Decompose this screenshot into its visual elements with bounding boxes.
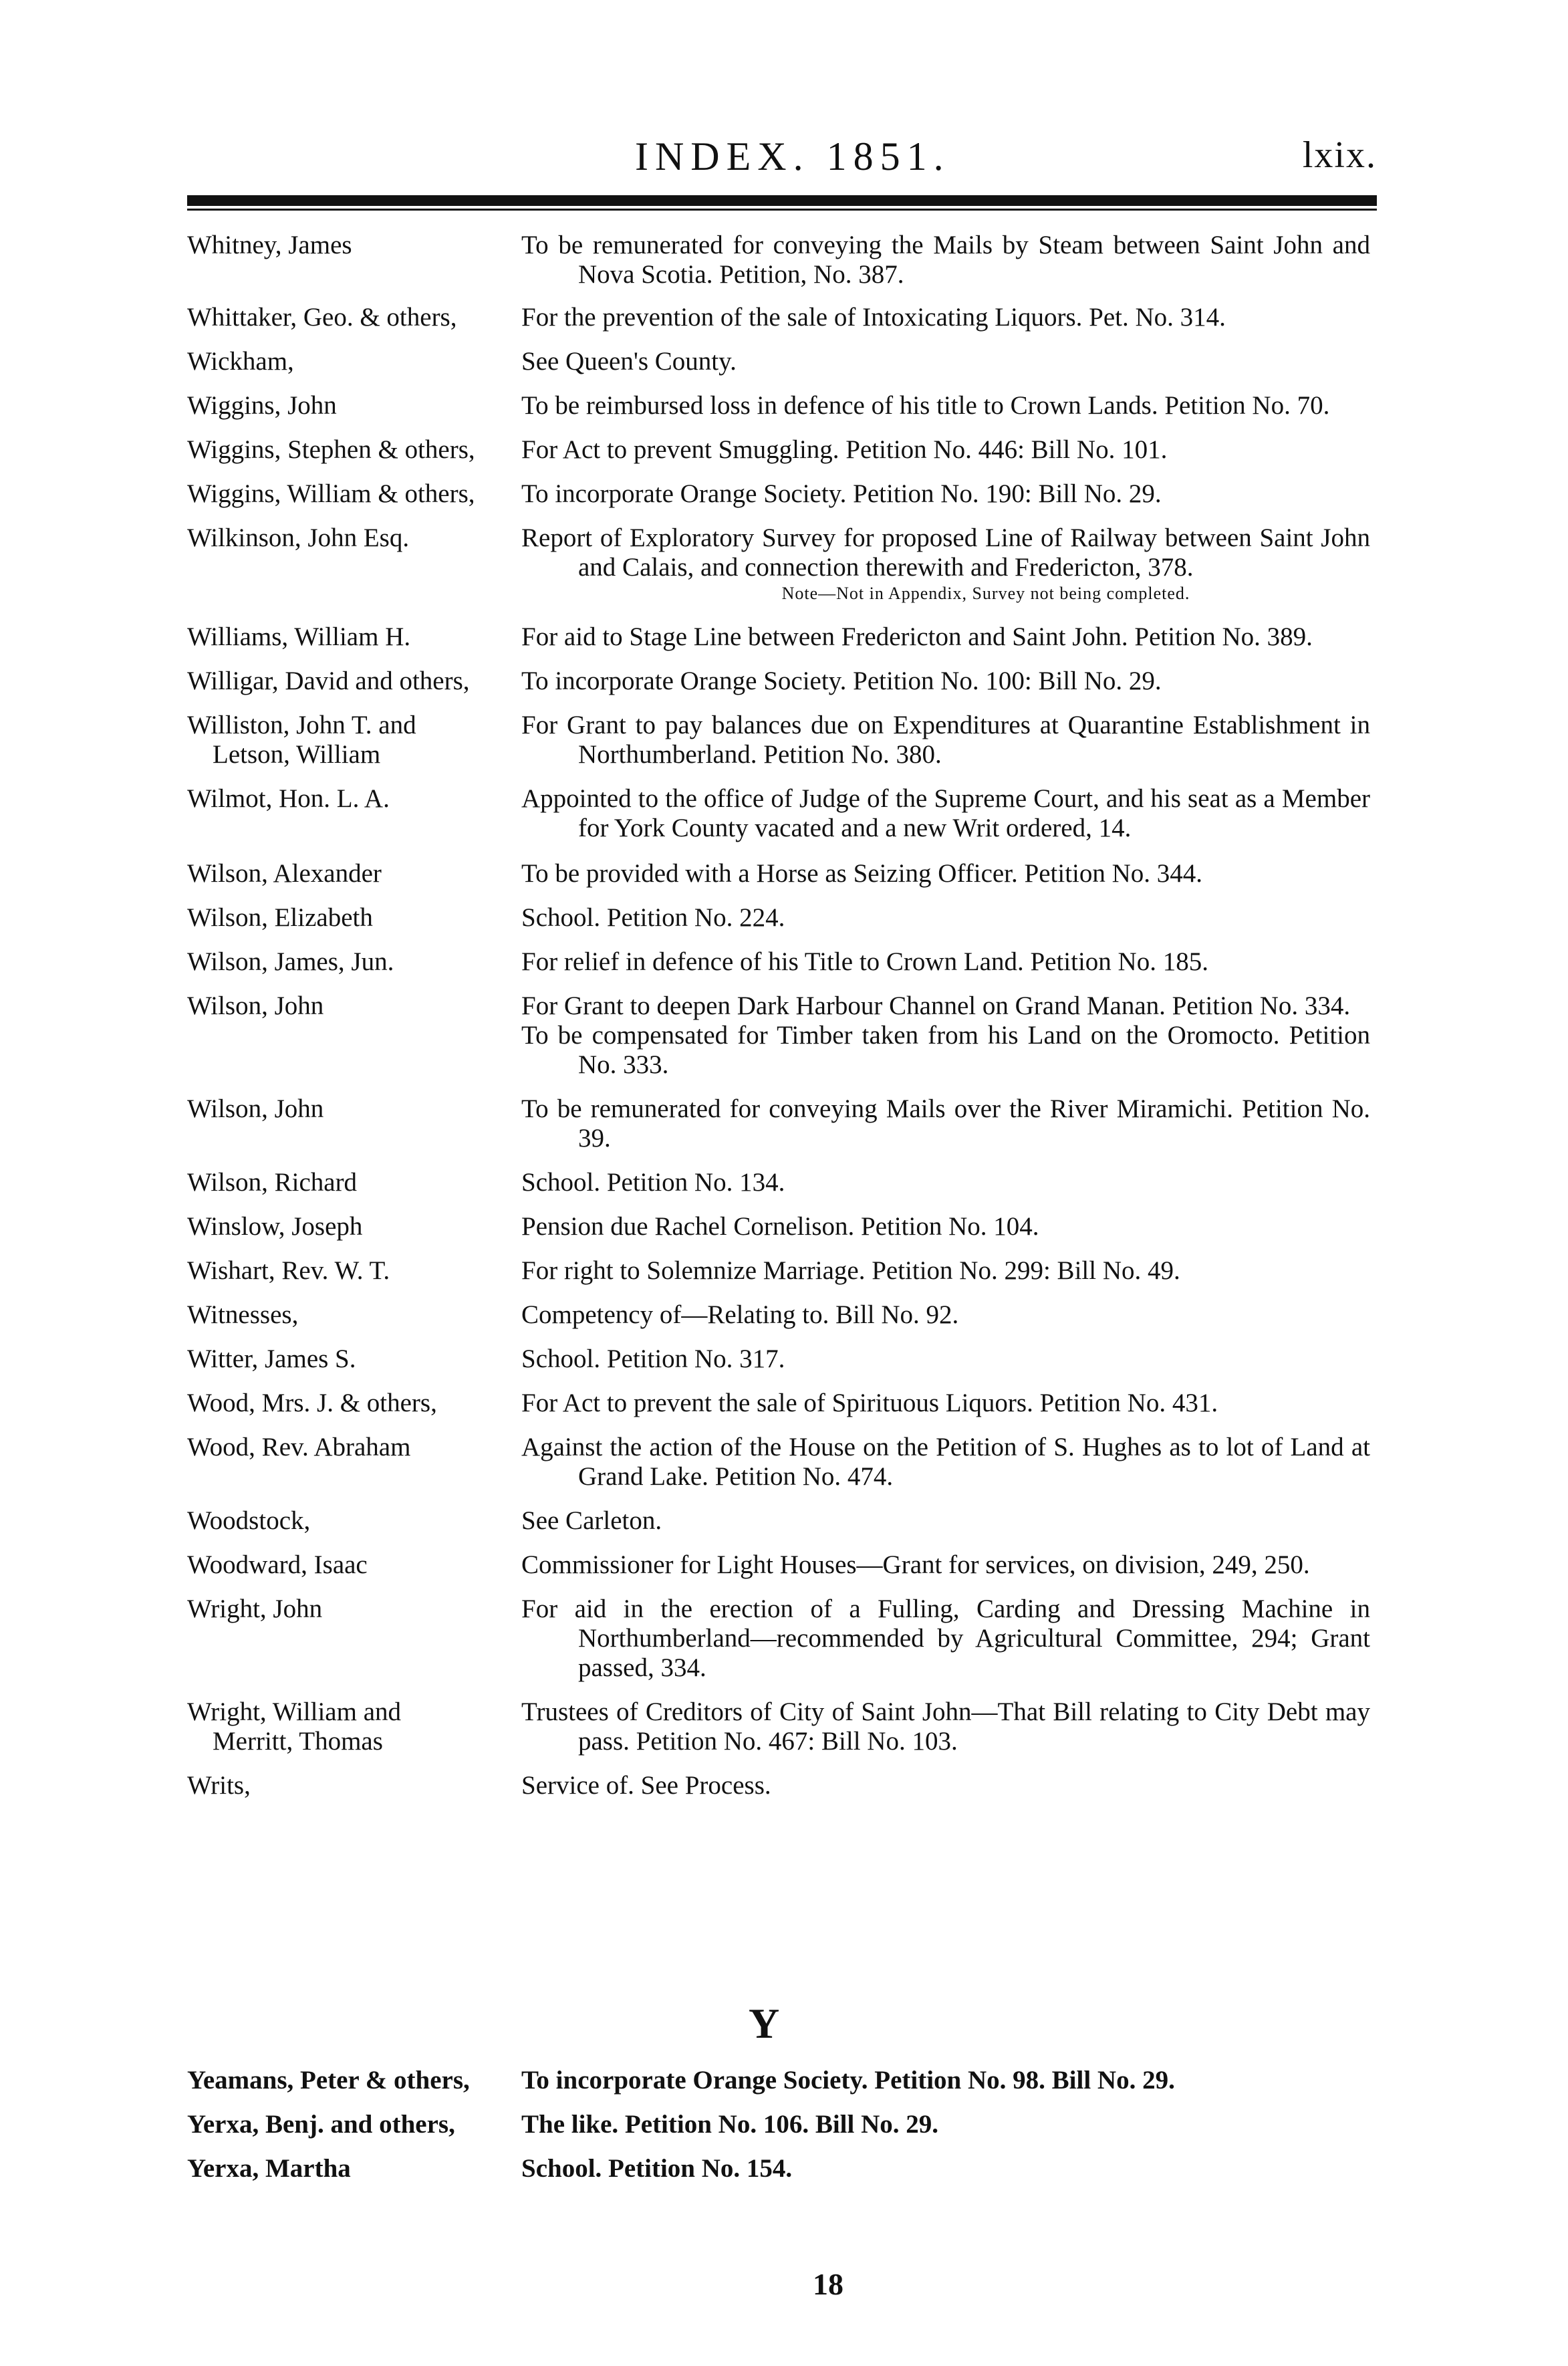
- entry-name-text: Wilson, Elizabeth: [187, 903, 373, 932]
- entry-descriptions: [521, 1433, 1370, 1492]
- entry-description: Appointed to the office of Judge of the Supreme Court, and his seat as a Member for York County vacated and a new Writ ordered, 14.: [521, 784, 1370, 842]
- entry-name-text: Witter, James S.: [187, 1344, 356, 1373]
- entry-name: [187, 2154, 521, 2183]
- entry-description: To incorporate Orange Society. Petition No. 98. Bill No. 29.: [521, 2066, 1175, 2095]
- entry-descriptions: [521, 622, 1370, 652]
- entry-name: [187, 2066, 521, 2095]
- entry-descriptions: [521, 711, 1370, 770]
- entry-name-text: Yerxa, Benj. and others,: [187, 2110, 455, 2139]
- entry-description: School. Petition No. 317.: [521, 1344, 785, 1373]
- entry-descriptions: [521, 231, 1370, 289]
- entry-description: For right to Solemnize Marriage. Petition No. 299: Bill No. 49.: [521, 1256, 1180, 1285]
- index-entry: [187, 1300, 1384, 1330]
- entry-description: Report of Exploratory Survey for proposed Line of Railway between Saint John and Calais, and connection therewith and Fredericton, 378.: [521, 523, 1370, 582]
- index-entry: [187, 1697, 1384, 1756]
- index-entry: [187, 1344, 1384, 1374]
- entry-description: Competency of—Relating to. Bill No. 92.: [521, 1300, 959, 1329]
- entry-name-text: Yerxa, Martha: [187, 2154, 351, 2183]
- section-letter: Y: [749, 2000, 780, 2047]
- index-entry: [187, 1594, 1384, 1683]
- entry-name-text: Willigar, David and others,: [187, 667, 470, 695]
- entry-descriptions: [521, 1212, 1370, 1241]
- index-entry: [187, 667, 1384, 696]
- y-index-entries: [187, 2066, 1384, 2198]
- entry-description: To be provided with a Horse as Seizing Officer. Petition No. 344.: [521, 859, 1203, 888]
- entry-descriptions: [521, 1344, 1370, 1374]
- entry-descriptions: [521, 1168, 1370, 1197]
- entry-description: To be remunerated for conveying Mails over the River Miramichi. Petition No. 39.: [521, 1094, 1370, 1153]
- entry-descriptions: [521, 523, 1370, 605]
- entry-descriptions: [521, 903, 1370, 933]
- entry-description: Service of. See Process.: [521, 1771, 771, 1800]
- entry-name-text: Woodstock,: [187, 1506, 311, 1535]
- entry-name: [187, 1550, 521, 1580]
- entry-name-text: Yeamans, Peter & others,: [187, 2066, 470, 2095]
- entry-name: [187, 523, 521, 553]
- index-entry: [187, 2066, 1384, 2095]
- entry-descriptions: [521, 1697, 1370, 1756]
- entry-descriptions: [521, 1256, 1370, 1286]
- entry-name: [187, 1344, 521, 1374]
- entry-descriptions: [521, 479, 1370, 509]
- index-entry: [187, 1506, 1384, 1536]
- entry-name: [187, 711, 521, 770]
- index-entry: [187, 1256, 1384, 1286]
- entry-name-text: Wood, Rev. Abraham: [187, 1433, 411, 1461]
- entry-name-text: Wilson, James, Jun.: [187, 947, 394, 976]
- entry-name: [187, 1389, 521, 1418]
- entry-name: [187, 1697, 521, 1756]
- entry-name-text: Wickham,: [187, 347, 294, 376]
- entry-descriptions: [521, 991, 1370, 1080]
- header-rule: [187, 195, 1377, 206]
- entry-description: The like. Petition No. 106. Bill No. 29.: [521, 2110, 938, 2139]
- entry-name-text: Williams, William H.: [187, 622, 411, 651]
- entry-description: Trustees of Creditors of City of Saint John—That Bill relating to City Debt may pass. Petition No. 467: Bill No. 103.: [521, 1697, 1370, 1756]
- entry-description: School. Petition No. 134.: [521, 1168, 785, 1197]
- entry-descriptions: [521, 391, 1370, 421]
- entry-name-text: Wishart, Rev. W. T.: [187, 1256, 390, 1285]
- entry-description: To incorporate Orange Society. Petition No. 190: Bill No. 29.: [521, 479, 1162, 508]
- entry-name: [187, 1594, 521, 1624]
- entry-name-text: Williston, John T. and: [187, 711, 416, 739]
- index-entry: [187, 859, 1384, 889]
- entry-descriptions: [521, 1094, 1370, 1153]
- entry-description: For Grant to pay balances due on Expenditures at Quarantine Establishment in Northumberland. Petition No. 380.: [521, 711, 1370, 769]
- entry-name-text: Wiggins, William & others,: [187, 479, 475, 508]
- entry-description: For Grant to deepen Dark Harbour Channel on Grand Manan. Petition No. 334.: [521, 991, 1351, 1020]
- entry-name-text: Wilson, John: [187, 991, 324, 1020]
- entry-descriptions: [521, 303, 1370, 332]
- entry-descriptions: [521, 784, 1370, 843]
- entry-name-text: Wright, John: [187, 1594, 323, 1623]
- entry-descriptions: [521, 347, 1370, 376]
- entry-description: See Queen's County.: [521, 347, 737, 376]
- entry-description: For aid in the erection of a Fulling, Carding and Dressing Machine in Northumberland—recommended by Agricultural Committee, 294; Grant passed, 334.: [521, 1594, 1370, 1682]
- index-entry: [187, 784, 1384, 843]
- signature-mark: 18: [813, 2267, 843, 2301]
- entry-name-text: Witnesses,: [187, 1300, 299, 1329]
- index-entry: [187, 1389, 1384, 1418]
- index-entry: [187, 622, 1384, 652]
- entry-name-text: Winslow, Joseph: [187, 1212, 363, 1241]
- entry-name: [187, 1256, 521, 1286]
- entry-descriptions: [521, 1771, 1370, 1800]
- entry-name: [187, 1212, 521, 1241]
- entry-name: [187, 1771, 521, 1800]
- entry-description: To be remunerated for conveying the Mails by Steam between Saint John and Nova Scotia. Petition, No. 387.: [521, 231, 1370, 289]
- entry-name-text: Writs,: [187, 1771, 251, 1800]
- entry-descriptions: [521, 1594, 1370, 1683]
- index-entries: [187, 231, 1384, 1815]
- index-entry: [187, 2110, 1384, 2139]
- entry-name: [187, 667, 521, 696]
- entry-name-text: Wilson, Alexander: [187, 859, 382, 888]
- entry-name: [187, 947, 521, 977]
- entry-descriptions: [521, 859, 1370, 889]
- entry-name: [187, 1168, 521, 1197]
- entry-name-text: Wilson, Richard: [187, 1168, 358, 1197]
- entry-name-text: Wilkinson, John Esq.: [187, 523, 410, 552]
- index-entry: [187, 303, 1384, 332]
- index-entry: [187, 479, 1384, 509]
- entry-descriptions: [521, 1300, 1370, 1330]
- entry-note: Note—Not in Appendix, Survey not being completed.: [781, 584, 1190, 603]
- index-entry: [187, 1771, 1384, 1800]
- index-entry: [187, 1094, 1384, 1153]
- page-number: lxix.: [1302, 134, 1377, 176]
- index-entry: [187, 991, 1384, 1080]
- index-entry: [187, 391, 1384, 421]
- entry-name: [187, 859, 521, 889]
- entry-name: [187, 1433, 521, 1462]
- index-entry: [187, 523, 1384, 605]
- entry-descriptions: [521, 2066, 1370, 2095]
- header-rule-thin: [187, 209, 1377, 211]
- entry-descriptions: [521, 1506, 1370, 1536]
- entry-name: [187, 784, 521, 814]
- index-entry: [187, 2154, 1384, 2183]
- entry-name: [187, 391, 521, 421]
- entry-name-text: Whittaker, Geo. & others,: [187, 303, 457, 332]
- entry-name-continuation: Merritt, Thomas: [213, 1727, 383, 1756]
- index-entry: [187, 347, 1384, 376]
- entry-description: See Carleton.: [521, 1506, 662, 1535]
- index-entry: [187, 711, 1384, 770]
- entry-name: [187, 435, 521, 465]
- entry-descriptions: [521, 2154, 1370, 2183]
- entry-description: School. Petition No. 224.: [521, 903, 785, 932]
- index-entry: [187, 231, 1384, 289]
- entry-name-continuation: Letson, William: [213, 740, 381, 769]
- entry-description: Against the action of the House on the Petition of S. Hughes as to lot of Land at Grand Lake. Petition No. 474.: [521, 1433, 1370, 1491]
- entry-name: [187, 303, 521, 332]
- entry-descriptions: [521, 1550, 1370, 1580]
- index-entry: [187, 1212, 1384, 1241]
- index-entry: [187, 1550, 1384, 1580]
- entry-description: School. Petition No. 154.: [521, 2154, 793, 2183]
- entry-name: [187, 347, 521, 376]
- entry-name-text: Wiggins, John: [187, 391, 337, 420]
- entry-descriptions: [521, 435, 1370, 465]
- entry-name: [187, 1506, 521, 1536]
- entry-descriptions: [521, 947, 1370, 977]
- entry-descriptions: [521, 2110, 1370, 2139]
- entry-name-text: Wright, William and: [187, 1697, 401, 1726]
- page-header: [187, 134, 1377, 187]
- entry-description: To be reimbursed loss in defence of his title to Crown Lands. Petition No. 70.: [521, 391, 1330, 420]
- entry-name: [187, 1300, 521, 1330]
- entry-name-text: Whitney, James: [187, 231, 352, 259]
- entry-description: To incorporate Orange Society. Petition No. 100: Bill No. 29.: [521, 667, 1162, 695]
- index-entry: [187, 903, 1384, 933]
- index-entry: [187, 1168, 1384, 1197]
- entry-name: [187, 1094, 521, 1124]
- entry-description: For the prevention of the sale of Intoxicating Liquors. Pet. No. 314.: [521, 303, 1226, 332]
- entry-description: For aid to Stage Line between Fredericton and Saint John. Petition No. 389.: [521, 622, 1313, 651]
- index-entry: [187, 435, 1384, 465]
- entry-description: To be compensated for Timber taken from his Land on the Oromocto. Petition No. 333.: [521, 1021, 1370, 1079]
- entry-name: [187, 2110, 521, 2139]
- entry-description: Commissioner for Light Houses—Grant for services, on division, 249, 250.: [521, 1550, 1310, 1579]
- entry-name: [187, 231, 521, 260]
- page-title: INDEX. 1851.: [635, 134, 950, 179]
- entry-description: For relief in defence of his Title to Crown Land. Petition No. 185.: [521, 947, 1208, 976]
- entry-name-text: Wilmot, Hon. L. A.: [187, 784, 390, 813]
- entry-descriptions: [521, 1389, 1370, 1418]
- index-entry: [187, 1433, 1384, 1492]
- entry-name-text: Woodward, Isaac: [187, 1550, 368, 1579]
- index-entry: [187, 947, 1384, 977]
- entry-description: Pension due Rachel Cornelison. Petition No. 104.: [521, 1212, 1039, 1241]
- entry-descriptions: [521, 667, 1370, 696]
- entry-description: For Act to prevent the sale of Spirituous Liquors. Petition No. 431.: [521, 1389, 1218, 1417]
- entry-name-text: Wilson, John: [187, 1094, 324, 1123]
- entry-name: [187, 903, 521, 933]
- entry-name: [187, 622, 521, 652]
- entry-description: For Act to prevent Smuggling. Petition No. 446: Bill No. 101.: [521, 435, 1168, 464]
- entry-name-text: Wood, Mrs. J. & others,: [187, 1389, 437, 1417]
- entry-name: [187, 991, 521, 1021]
- entry-name: [187, 479, 521, 509]
- entry-name-text: Wiggins, Stephen & others,: [187, 435, 475, 464]
